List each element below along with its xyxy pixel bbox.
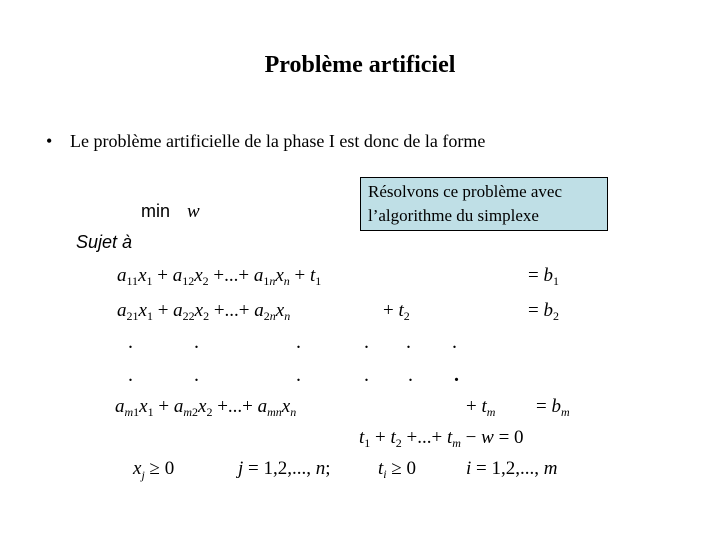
svg-text:t1 + t2 +...+ tm − w = 0: $t_1 + t_2$ +...+ $t_m - w = 0$ <box>359 427 524 450</box>
svg-text:= bm: = $b_m$ <box>536 396 570 419</box>
svg-text:= b2: = $b_2$ <box>528 300 559 323</box>
svg-text:.: . <box>194 331 199 353</box>
svg-text:.: . <box>364 364 369 386</box>
svg-text:xj ≥ 0: $x_j \ge 0$ <box>133 458 175 482</box>
callout-line-1: Résolvons ce problème avec <box>368 182 563 201</box>
bullet-text: Le problème artificielle de la phase I est donc de la forme <box>70 131 486 151</box>
slide-title: Problème artificiel <box>264 52 456 78</box>
bullet-marker: • <box>46 131 53 151</box>
artificial-sum-row <box>359 427 524 450</box>
svg-text:.: . <box>296 364 301 386</box>
svg-text:= b1: = $b_1$ <box>528 265 559 288</box>
subject-to-label: Sujet à <box>76 232 133 252</box>
svg-text:j = 1,2,..., n;: j = 1,2,..., n; <box>238 458 331 479</box>
svg-text:i = 1,2,..., m: i = 1,2,..., m <box>466 458 558 479</box>
svg-text:a21x1 + a22x2 +...+ a2nxn: $a_{21}x_1 + a_{22}x_2$ +...+ $a_2nx_n$ <box>117 300 291 323</box>
svg-text:.: . <box>128 364 133 386</box>
svg-text:.: . <box>194 364 199 386</box>
svg-text:+ tm: + $t_m$ <box>466 396 496 419</box>
svg-text:.: . <box>454 364 459 386</box>
svg-text:.: . <box>364 331 369 353</box>
svg-text:.: . <box>296 331 301 353</box>
objective-min: min <box>141 201 171 221</box>
svg-text:.: . <box>406 331 411 353</box>
callout-line-2: l’algorithme du simplexe <box>368 206 539 225</box>
svg-text:.: . <box>128 331 133 353</box>
objective-variable: w <box>187 201 200 222</box>
ellipsis-row-2 <box>128 364 459 386</box>
svg-text:a11x1 + a12x2 +...+ a1nxn + t1: $a_{11}x_1 + a_{12}x_2$ +...+ $a_1nx_n + t_1$ <box>117 265 322 288</box>
svg-text:ti ≥ 0: $t_i \ge 0$ <box>378 458 417 481</box>
constraint-row-1 <box>117 265 559 288</box>
svg-text:+ t2: + $t_2$ <box>383 300 410 323</box>
ellipsis-row-1 <box>128 331 457 353</box>
nonnegativity-row <box>132 458 557 482</box>
constraint-row-2 <box>117 300 559 323</box>
svg-text:.: . <box>452 331 457 353</box>
svg-text:.: . <box>408 364 413 386</box>
svg-text:am1x1 + am2x2 +...+ amnxn: $a_m1x_1 + a_m2x_2$ +...+ $a_{mn}x_n$ <box>115 396 297 419</box>
constraint-row-m <box>115 396 570 419</box>
